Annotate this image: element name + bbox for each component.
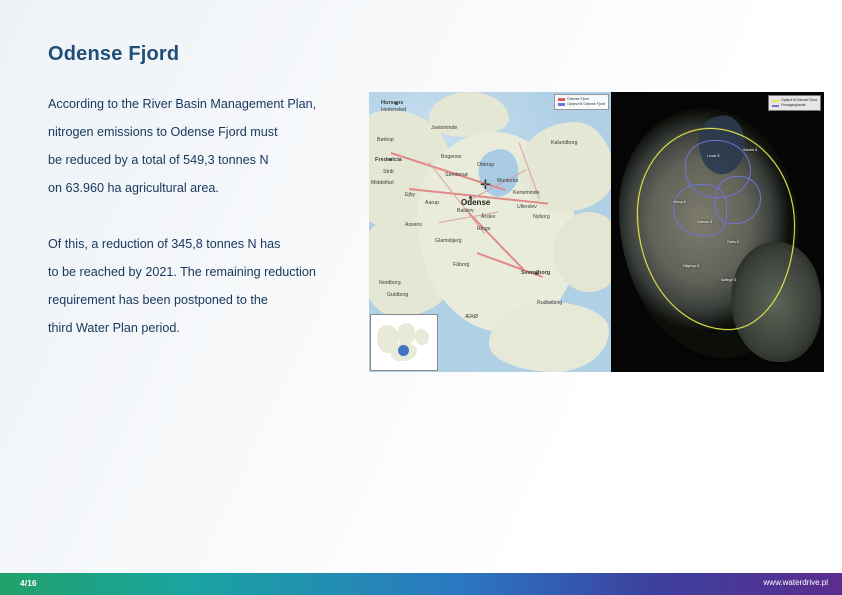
topographic-map xyxy=(369,92,611,372)
map-label: Kalundborg xyxy=(551,140,578,146)
satellite-label: Stavids Å xyxy=(743,148,758,152)
legend-label: Opland til Odense Fjord xyxy=(567,102,605,106)
satellite-label: Lunde Å xyxy=(707,154,720,158)
body-text xyxy=(48,90,358,342)
map-label: Bogense xyxy=(441,154,462,160)
map-label: Horsens xyxy=(381,100,404,106)
map-label: Fredericia xyxy=(375,157,402,163)
satellite-label: Geels Å xyxy=(727,240,740,244)
map-label: Guldborg xyxy=(387,292,409,298)
map-label: Ringe xyxy=(477,226,491,232)
topographic-map-legend xyxy=(554,94,609,110)
map-label: Assens xyxy=(405,222,423,228)
inset-highlight-marker xyxy=(398,345,409,356)
map-label: Børkop xyxy=(377,137,394,143)
map-label: Hedensted xyxy=(381,107,407,113)
map-label: Kerteminde xyxy=(513,190,540,196)
map-label: Søndersø xyxy=(445,172,468,178)
paragraph-2-line-2: to be reached by 2021. The remaining reduction xyxy=(48,265,316,279)
map-label-odense: Odense xyxy=(461,198,491,207)
map-label: Nordborg xyxy=(379,280,401,286)
map-label: Munkebo xyxy=(497,178,519,184)
footer-bar xyxy=(0,573,842,595)
paragraph-spacer xyxy=(48,202,358,230)
satellite-label: Sallinge Å xyxy=(721,278,737,282)
legend-row xyxy=(772,103,817,108)
legend-swatch-catchment xyxy=(772,100,779,102)
map-label: Aarup xyxy=(425,200,439,206)
legend-label: Forsøgsoplande xyxy=(781,103,806,107)
map-label: Ullerslev xyxy=(517,204,537,210)
map-label: ÆRØ xyxy=(465,314,478,320)
map-label: Ejby xyxy=(405,192,416,198)
satellite-map xyxy=(611,92,824,372)
map-figure-group xyxy=(369,92,824,372)
map-label: Strib xyxy=(383,169,394,175)
satellite-label: Odense Å xyxy=(697,220,713,224)
map-label: Middelfart xyxy=(371,180,394,186)
paragraph-2-line-3: requirement has been postponed to the xyxy=(48,293,268,307)
paragraph-1-line-1: According to the River Basin Management Plan, xyxy=(48,97,317,111)
map-label: Nyborg xyxy=(533,214,550,220)
satellite-map-legend xyxy=(768,95,821,111)
paragraph-2-line-1: Of this, a reduction of 345,8 tonnes N has xyxy=(48,237,281,251)
inset-landmass xyxy=(397,323,415,345)
paragraph-1-line-3: be reduced by a total of 549,3 tonnes N xyxy=(48,153,269,167)
map-label: Otterup xyxy=(477,162,495,168)
legend-label: Opland til Odense Fjord xyxy=(781,98,817,102)
map-label: Fåborg xyxy=(453,262,470,268)
page-title: Odense Fjord xyxy=(48,43,180,65)
satellite-label: Vejrup Å xyxy=(673,200,686,204)
crosshair-icon: ✛ xyxy=(480,177,491,192)
locator-inset-map xyxy=(370,314,438,371)
map-label: Svendborg xyxy=(521,270,551,276)
map-label: Rudkøbing xyxy=(537,300,563,306)
legend-swatch-catchment xyxy=(558,103,565,106)
legend-label: Odense Fjord xyxy=(567,97,589,101)
inset-landmass xyxy=(415,329,429,345)
paragraph-1-line-4: on 63.960 ha agricultural area. xyxy=(48,181,219,195)
legend-swatch-experimental xyxy=(772,105,779,107)
legend-row xyxy=(558,102,605,107)
map-label: Glamsbjerg xyxy=(435,238,462,244)
page-number: 4/16 xyxy=(20,578,37,588)
legend-swatch-odense-fjord xyxy=(558,98,565,101)
map-label: Årslev xyxy=(481,214,496,220)
website-url[interactable]: www.waterdrive.pl xyxy=(763,578,828,587)
paragraph-1-line-2: nitrogen emissions to Odense Fjord must xyxy=(48,125,278,139)
paragraph-2-line-4: third Water Plan period. xyxy=(48,321,180,335)
satellite-label: Hågerup Å xyxy=(683,264,700,268)
map-label: Balslev xyxy=(457,208,474,214)
map-label: Juelsminde xyxy=(431,125,458,131)
